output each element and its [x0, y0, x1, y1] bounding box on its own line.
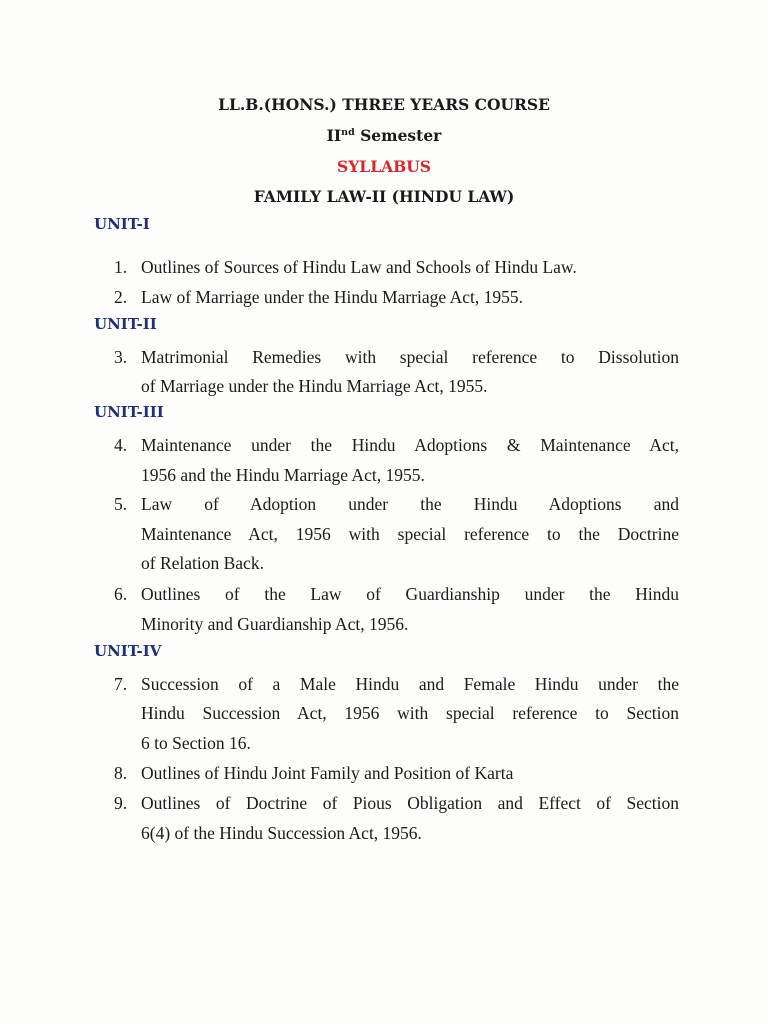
- item-number: 1.: [114, 257, 128, 277]
- item-text: 6 to Section 16.: [141, 733, 251, 753]
- item-text: 6(4) of the Hindu Succession Act, 1956.: [141, 823, 422, 843]
- semester-title: [0, 126, 768, 145]
- item-text: Law of Adoption under the Hindu Adoptions and: [141, 494, 679, 514]
- item-number: 4.: [114, 435, 128, 455]
- syllabus-heading: SYLLABUS: [337, 157, 431, 176]
- item-text: Law of Marriage under the Hindu Marriage Act, 1955.: [141, 287, 523, 307]
- unit-heading: UNIT-II: [94, 315, 157, 333]
- semester-prefix: II: [326, 126, 342, 145]
- item-number: 9.: [114, 793, 128, 813]
- item-text: Maintenance under the Hindu Adoptions & Maintenance Act,: [141, 435, 679, 455]
- semester-suffix: Semester: [354, 126, 442, 145]
- semester-superscript: nd: [341, 127, 355, 138]
- item-text: Maintenance Act, 1956 with special reference to the Doctrine: [141, 524, 679, 544]
- item-text: Succession of a Male Hindu and Female Hindu under the: [141, 674, 679, 694]
- item-text: Minority and Guardianship Act, 1956.: [141, 614, 409, 634]
- unit-heading: UNIT-III: [94, 403, 164, 421]
- item-number: 5.: [114, 494, 128, 514]
- course-title: LL.B.(HONS.) THREE YEARS COURSE: [218, 95, 550, 114]
- unit-heading: UNIT-I: [94, 215, 150, 233]
- item-text: Outlines of Sources of Hindu Law and Schools of Hindu Law.: [141, 257, 577, 277]
- item-number: 2.: [114, 287, 128, 307]
- item-text: Matrimonial Remedies with special reference to Dissolution: [141, 347, 679, 367]
- item-text: of Marriage under the Hindu Marriage Act, 1955.: [141, 376, 488, 396]
- item-text: Outlines of Hindu Joint Family and Position of Karta: [141, 763, 514, 783]
- item-number: 6.: [114, 584, 128, 604]
- item-number: 8.: [114, 763, 128, 783]
- unit-heading: UNIT-IV: [94, 642, 162, 660]
- item-text: Outlines of the Law of Guardianship under the Hindu: [141, 584, 679, 604]
- item-text: 1956 and the Hindu Marriage Act, 1955.: [141, 465, 425, 485]
- item-text: of Relation Back.: [141, 553, 264, 573]
- item-text: Outlines of Doctrine of Pious Obligation and Effect of Section: [141, 793, 679, 813]
- item-number: 7.: [114, 674, 128, 694]
- item-text: Hindu Succession Act, 1956 with special reference to Section: [141, 703, 679, 723]
- subject-title: FAMILY LAW-II (HINDU LAW): [253, 187, 515, 206]
- item-number: 3.: [114, 347, 128, 367]
